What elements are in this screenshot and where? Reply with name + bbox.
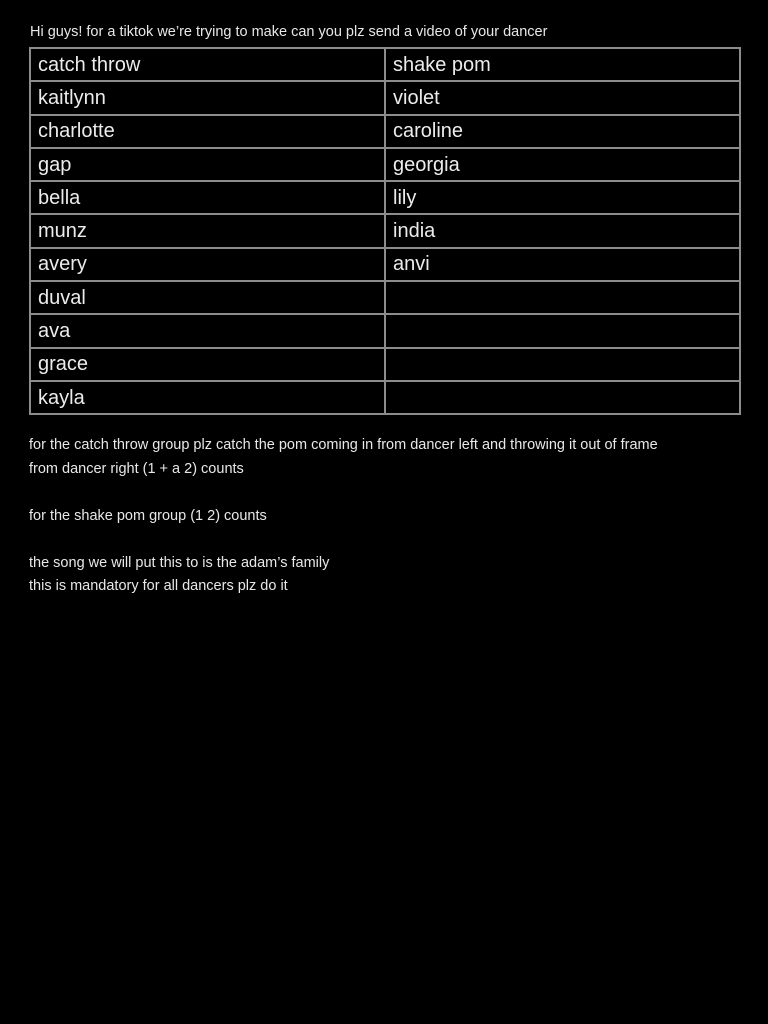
catch-throw-cell: gap (30, 148, 385, 181)
catch-throw-instructions-cont: from dancer right (1 + a 2) counts (29, 460, 244, 477)
catch-throw-cell: duval (30, 281, 385, 314)
groups-table (29, 47, 741, 415)
shake-pom-cell (385, 281, 740, 314)
shake-pom-cell: caroline (385, 115, 740, 148)
catch-throw-cell: bella (30, 181, 385, 214)
catch-throw-cell: catch throw (30, 48, 385, 81)
shake-pom-cell (385, 381, 740, 414)
shake-pom-cell: lily (385, 181, 740, 214)
catch-throw-cell: grace (30, 348, 385, 381)
shake-pom-cell: anvi (385, 248, 740, 281)
mandatory-note: this is mandatory for all dancers plz do it (29, 578, 288, 594)
catch-throw-cell: munz (30, 214, 385, 247)
catch-throw-cell: charlotte (30, 115, 385, 148)
catch-throw-cell: kayla (30, 381, 385, 414)
catch-throw-instructions: for the catch throw group plz catch the pom coming in from dancer left and throwing it out of frame (29, 437, 658, 453)
shake-pom-cell: shake pom (385, 48, 740, 81)
table-row (30, 81, 740, 114)
catch-throw-cell: avery (30, 248, 385, 281)
table-row (30, 281, 740, 314)
catch-throw-cell: kaitlynn (30, 81, 385, 114)
shake-pom-cell: india (385, 214, 740, 247)
catch-throw-cell: ava (30, 314, 385, 347)
table-row (30, 314, 740, 347)
table-row (30, 214, 740, 247)
table-row (30, 348, 740, 381)
table-row (30, 381, 740, 414)
shake-pom-cell: violet (385, 81, 740, 114)
table-row (30, 181, 740, 214)
notes (29, 434, 749, 599)
shake-pom-cell (385, 314, 740, 347)
shake-pom-cell (385, 348, 740, 381)
table-row (30, 248, 740, 281)
shake-pom-instructions: for the shake pom group (1 2) counts (29, 507, 267, 524)
table-row (30, 115, 740, 148)
song-note: the song we will put this to is the adam’s family (29, 554, 330, 571)
table-header-row (30, 48, 740, 81)
shake-pom-cell: georgia (385, 148, 740, 181)
table-row (30, 148, 740, 181)
intro-text: Hi guys! for a tiktok we’re trying to make can you plz send a video of your dancer (30, 24, 548, 40)
